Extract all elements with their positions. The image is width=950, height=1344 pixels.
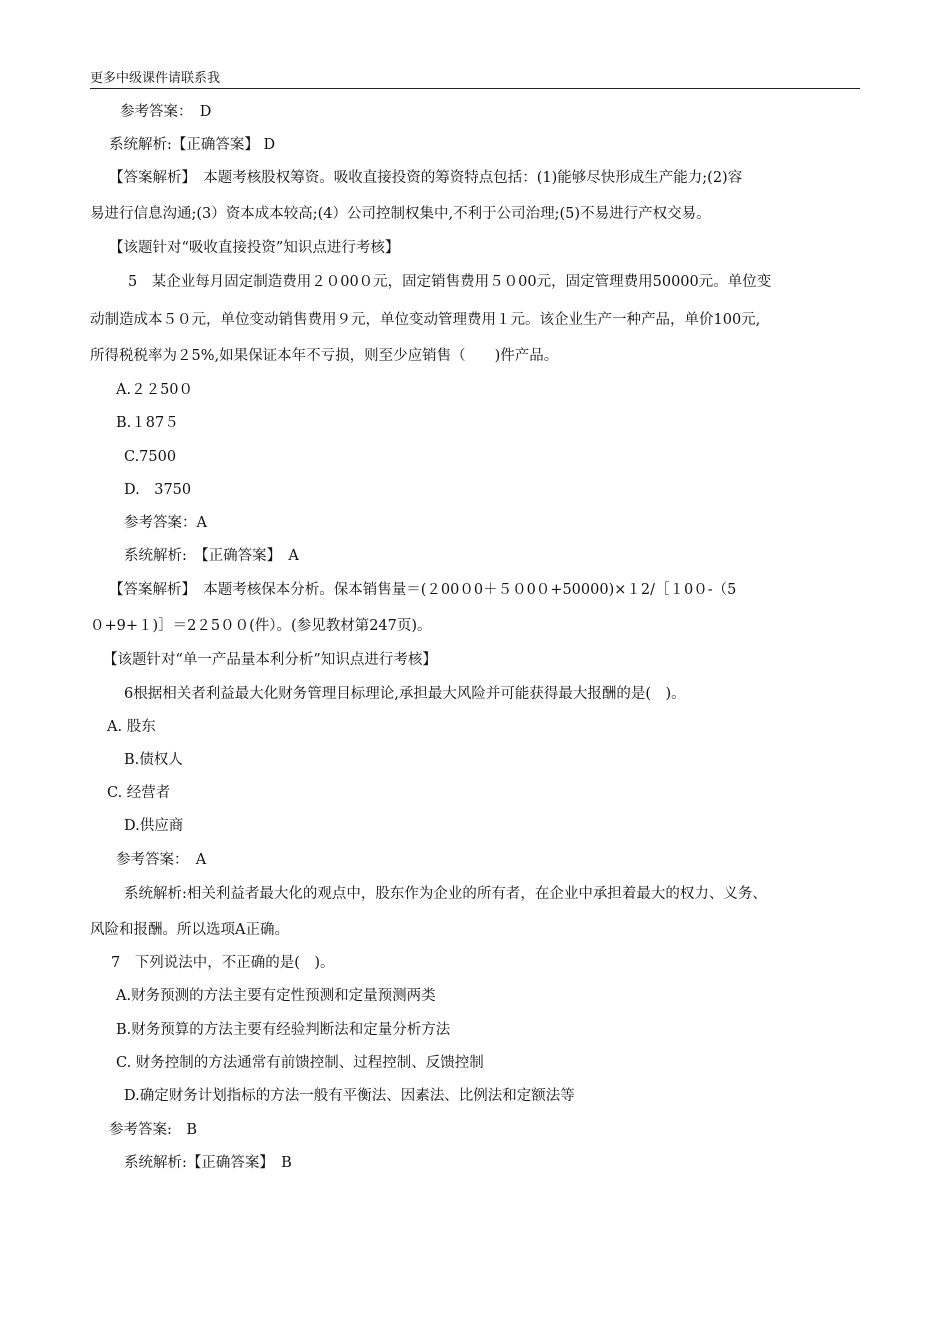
explanation-line: 易进行信息沟通;(3）资本成本较高;(4）公司控制权集中,不利于公司治理;(5)不易进行产权交易。 [90, 206, 711, 222]
option-b: B.财务预算的方法主要有经验判断法和定量分析方法 [116, 1022, 451, 1038]
question-text: 6根据相关者利益最大化财务管理目标理论,承担最大风险并可能获得最大报酬的是( )。 [124, 686, 686, 702]
option-a: A. 股东 [107, 719, 156, 735]
option-c: C.7500 [124, 449, 177, 465]
topic-line: 【该题针对“单一产品量本利分析”知识点进行考核】 [103, 652, 437, 668]
answer-line: 参考答案：A [124, 515, 207, 531]
option-d: D.供应商 [124, 818, 184, 834]
analysis-line: 系统解析:【正确答案】 D [109, 137, 276, 153]
option-a: A.财务预测的方法主要有定性预测和定量预测两类 [116, 988, 436, 1004]
topic-line: 【该题针对“吸收直接投资”知识点进行考核】 [109, 240, 400, 256]
option-b: B.１87５ [116, 415, 179, 431]
analysis-line: 风险和报酬。所以选项A正确。 [90, 922, 289, 938]
option-c: C. 财务控制的方法通常有前馈控制、过程控制、反馈控制 [116, 1055, 484, 1071]
option-c: C. 经营者 [107, 785, 171, 801]
answer-line: 参考答案： D [120, 104, 212, 120]
option-d: D. 3750 [124, 482, 192, 498]
analysis-line: 系统解析: 【正确答案】 A [124, 548, 299, 564]
analysis-line: 系统解析:【正确答案】 B [124, 1155, 292, 1171]
explanation-line: 【答案解析】 本题考核股权筹资。吸收直接投资的筹资特点包括：(1)能够尽快形成生产能力;(2)容 [109, 170, 743, 186]
explanation-line: 【答案解析】 本题考核保本分析。保本销售量＝(２00０0＋５０0０+50000)×１2/［１0０-（5 [109, 582, 737, 598]
question-text: 7 下列说法中，不正确的是( )。 [111, 955, 335, 971]
explanation-line: ０+9+１)］＝2２5００(件）。(参见教材第247页)。 [90, 618, 432, 634]
question-text: 动制造成本５０元，单位变动销售费用９元，单位变动管理费用１元。该企业生产一种产品，单价100元, [90, 312, 761, 328]
page-header: 更多中级课件请联系我 [90, 70, 860, 89]
question-text: 5 某企业每月固定制造费用２０00０元，固定销售费用５０00元，固定管理费用50000元。单位变 [128, 274, 772, 290]
analysis-line: 系统解析:相关利益者最大化的观点中，股东作为企业的所有者，在企业中承担着最大的权力、义务、 [124, 886, 767, 902]
question-text: 所得税税率为２5%,如果保证本年不亏损，则至少应销售（ )件产品。 [90, 348, 559, 364]
option-d: D.确定财务计划指标的方法一般有平衡法、因素法、比例法和定额法等 [124, 1088, 575, 1104]
option-a: A.２２50０ [116, 382, 194, 398]
answer-line: 参考答案： A [116, 852, 207, 868]
answer-line: 参考答案: B [109, 1122, 198, 1138]
option-b: B.债权人 [124, 752, 183, 768]
